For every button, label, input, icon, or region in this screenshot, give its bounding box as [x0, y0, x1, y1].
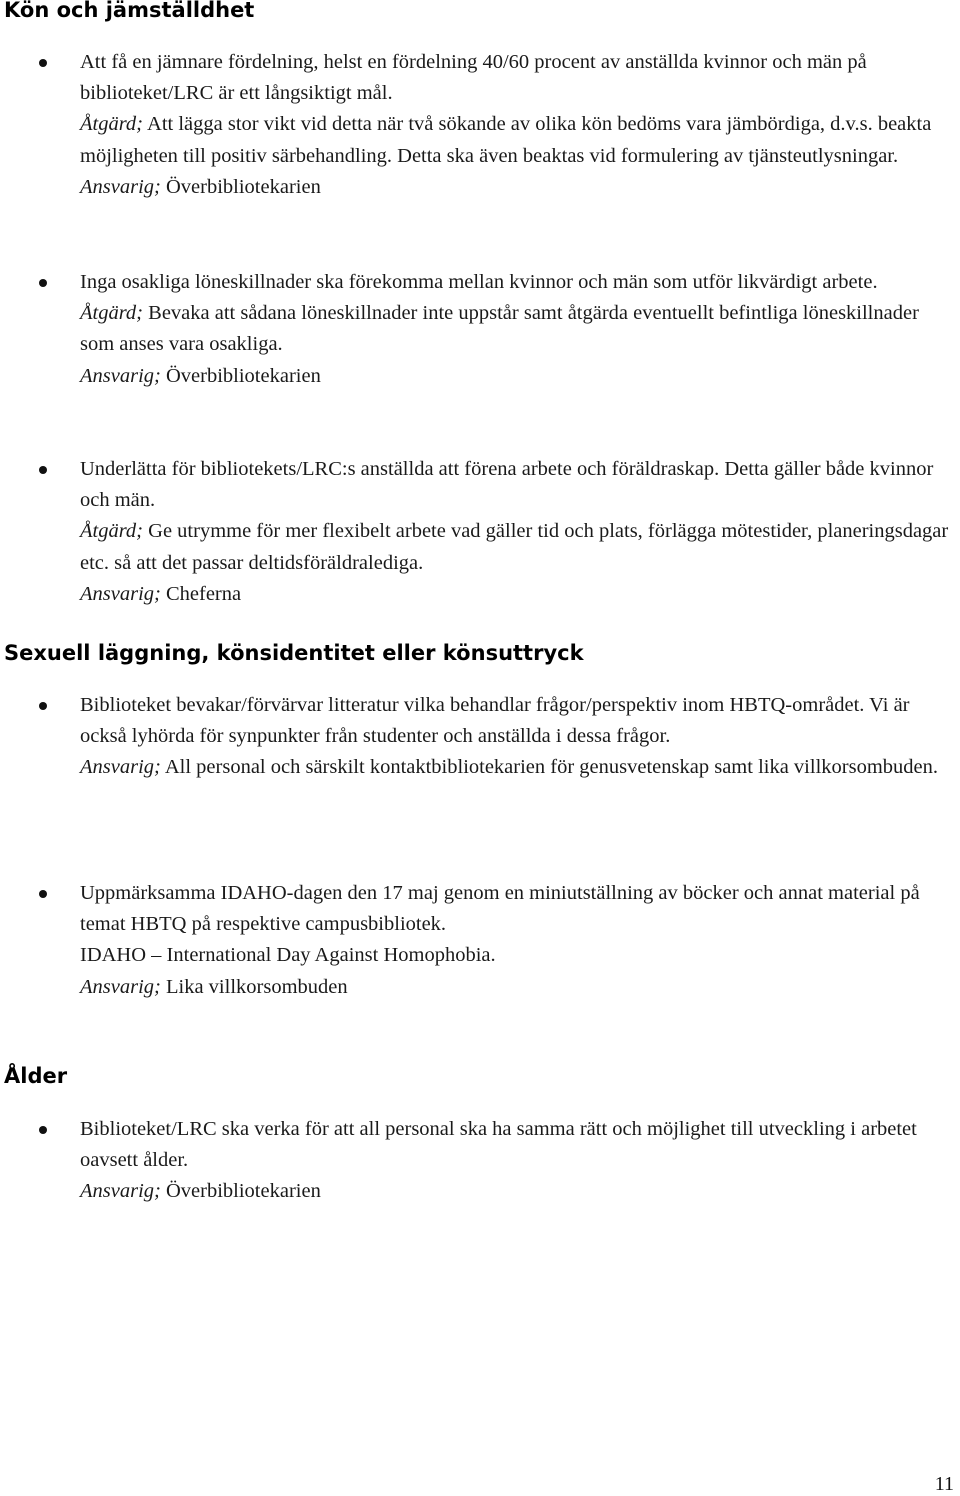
action-text: Att lägga stor vikt vid detta när två sökande av olika kön bedöms vara jämbördiga, d.v.s. beakta möjligheten till positiv särbehandling. Detta ska även beaktas vid formulering av tjänsteutlysningar.: [80, 113, 932, 167]
action-text: Ge utrymme för mer flexibelt arbete vad gäller tid och plats, förlägga mötestider, planeringsdagar etc. så att det passar deltidsföräldralediga.: [80, 520, 949, 574]
section-heading-age: Ålder: [4, 1064, 68, 1088]
bullet-icon: [39, 890, 47, 898]
responsible-label: Ansvarig;: [80, 175, 161, 198]
responsible-text: Överbibliotekarien: [160, 175, 321, 198]
responsible-text: Överbibliotekarien: [160, 1180, 321, 1203]
responsible-label: Ansvarig;: [80, 582, 161, 605]
item-text: Uppmärksamma IDAHO-dagen den 17 maj genom en miniutställning av böcker och annat material på temat HBTQ på respektive campusbibliotek.: [80, 882, 920, 936]
responsible-text: Överbibliotekarien: [160, 364, 321, 387]
bullet-icon: [39, 466, 47, 474]
item-text: Biblioteket bevakar/förvärvar litteratur vilka behandlar frågor/perspektiv inom HBTQ-området. Vi är också lyhörda för synpunkter från studenter och anställda i dessa frågor.: [80, 694, 910, 748]
action-label: Åtgärd;: [80, 520, 144, 543]
responsible-label: Ansvarig;: [80, 756, 161, 779]
bullet-icon: [39, 279, 47, 287]
responsible-text: All personal och särskilt kontaktbibliotekarien för genusvetenskap samt lika villkorsombuden.: [160, 756, 938, 779]
item-text: Biblioteket/LRC ska verka för att all personal ska ha samma rätt och möjlighet till utveckling i arbetet oavsett ålder.: [80, 1118, 917, 1172]
item-text: Att få en jämnare fördelning, helst en fördelning 40/60 procent av anställda kvinnor och män på biblioteket/LRC är ett långsiktigt mål.: [80, 51, 867, 105]
responsible-label: Ansvarig;: [80, 1180, 161, 1203]
responsible-label: Ansvarig;: [80, 975, 161, 998]
action-text: Bevaka att sådana löneskillnader inte uppstår samt åtgärda eventuellt befintliga löneskillnader som anses vara osakliga.: [80, 302, 919, 356]
bullet-icon: [39, 1126, 47, 1134]
item-text: Inga osakliga löneskillnader ska förekomma mellan kvinnor och män som utför likvärdigt arbete.: [80, 271, 878, 293]
action-label: Åtgärd;: [80, 302, 144, 325]
action-label: Åtgärd;: [80, 113, 144, 136]
responsible-label: Ansvarig;: [80, 364, 161, 387]
responsible-text: Lika villkorsombuden: [160, 975, 348, 998]
bullet-icon: [39, 702, 47, 710]
section-heading-gender: Kön och jämställdhet: [4, 0, 255, 22]
item-text: Underlätta för bibliotekets/LRC:s anställda att förena arbete och föräldraskap. Detta gäller både kvinnor och män.: [80, 458, 934, 512]
responsible-text: Cheferna: [160, 582, 242, 605]
bullet-icon: [39, 59, 47, 67]
item-text: IDAHO – International Day Against Homophobia.: [80, 944, 496, 967]
section-heading-orientation: Sexuell läggning, könsidentitet eller könsuttryck: [4, 641, 584, 665]
page-number: 11: [934, 1473, 954, 1495]
